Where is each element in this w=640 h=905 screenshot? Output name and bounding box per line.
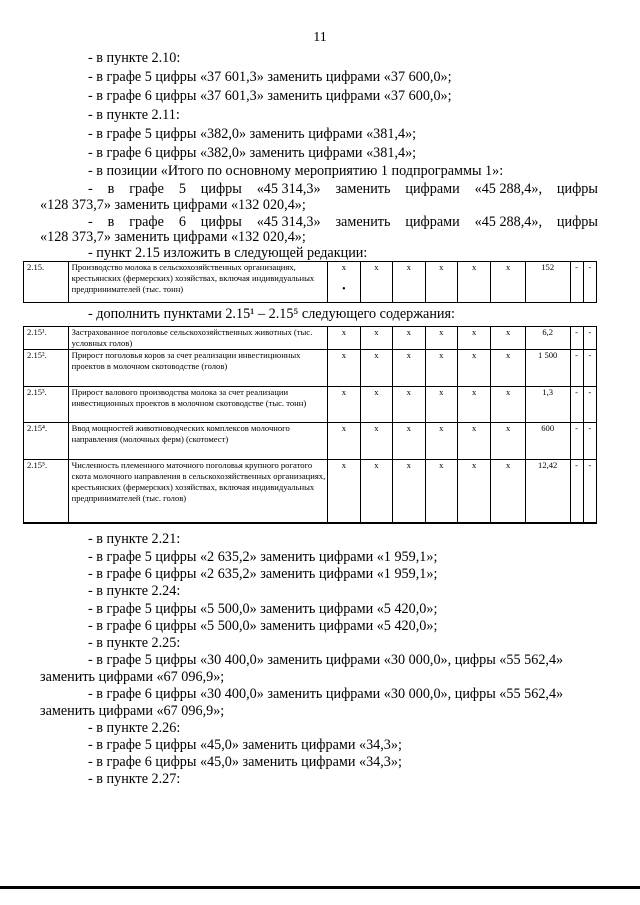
table-row bbox=[24, 387, 597, 423]
value-cell: x bbox=[328, 387, 360, 423]
word: «45 288,4», bbox=[474, 214, 542, 230]
text-line: «128 373,7» заменить цифрами «132 020,4»; bbox=[40, 229, 306, 245]
item-number: 2.15. bbox=[24, 262, 69, 303]
dash-cell: - bbox=[583, 262, 596, 303]
word: графе bbox=[129, 181, 164, 197]
value-cell: x bbox=[425, 350, 457, 387]
word: в bbox=[107, 181, 115, 197]
word: заменить bbox=[335, 181, 391, 197]
text-line: - в пункте 2.24: bbox=[88, 583, 181, 599]
text-line: - в позиции «Итого по основному мероприятию 1 подпрограммы 1»: bbox=[88, 163, 504, 179]
dash-cell: - bbox=[570, 423, 583, 460]
text-line: - в пункте 2.11: bbox=[88, 107, 180, 123]
text-line: - в графе 5 цифры «45,0» заменить цифрами «34,3»; bbox=[88, 737, 402, 753]
text-line: - пункт 2.15 изложить в следующей редакции: bbox=[88, 245, 368, 261]
dash-cell: - bbox=[583, 460, 596, 523]
target-value: 600 bbox=[525, 423, 570, 460]
value-cell: x bbox=[457, 262, 490, 303]
word: - bbox=[88, 181, 93, 197]
table-row bbox=[24, 423, 597, 460]
table-row bbox=[24, 262, 597, 303]
text-line: - в графе 5 цифры «5 500,0» заменить цифрами «5 420,0»; bbox=[88, 601, 438, 617]
value-cell: x bbox=[393, 262, 425, 303]
word: цифры bbox=[200, 214, 242, 230]
value-cell: x bbox=[328, 350, 360, 387]
item-description: Ввод мощностей животноводческих комплексов молочного направления (молочных ферм) (скотомест) bbox=[68, 423, 328, 460]
text-line: - в графе 5 цифры «382,0» заменить цифрами «381,4»; bbox=[88, 126, 417, 142]
table-row bbox=[24, 327, 597, 350]
text-line: - в графе 5 цифры «2 635,2» заменить цифрами «1 959,1»; bbox=[88, 549, 438, 565]
value-cell: x bbox=[491, 460, 525, 523]
value-cell: x bbox=[491, 262, 525, 303]
dash-cell: - bbox=[570, 460, 583, 523]
value-cell: x bbox=[425, 423, 457, 460]
dash-cell: - bbox=[570, 350, 583, 387]
item-description: Прирост поголовья коров за счет реализации инвестиционных проектов в молочном скотоводстве (голов) bbox=[68, 350, 328, 387]
word: цифрами bbox=[405, 214, 460, 230]
value-cell: x bbox=[328, 460, 360, 523]
value-cell: x bbox=[457, 350, 490, 387]
value-cell: x bbox=[491, 327, 525, 350]
text-line: заменить цифрами «67 096,9»; bbox=[40, 669, 225, 685]
value-cell: x bbox=[360, 423, 392, 460]
word: цифры bbox=[556, 214, 598, 230]
value-cell: x bbox=[425, 262, 457, 303]
value-cell: x bbox=[360, 350, 392, 387]
value-cell: x bbox=[457, 423, 490, 460]
value-cell: x bbox=[328, 327, 360, 350]
value-cell: x bbox=[393, 350, 425, 387]
word: цифры bbox=[556, 181, 598, 197]
value-cell: x bbox=[491, 387, 525, 423]
word: «45 314,3» bbox=[256, 181, 321, 197]
value-cell: x bbox=[360, 262, 392, 303]
text-line: - в графе 6 цифры «2 635,2» заменить цифрами «1 959,1»; bbox=[88, 566, 438, 582]
value-cell: x bbox=[457, 327, 490, 350]
text-line: «128 373,7» заменить цифрами «132 020,4»; bbox=[40, 197, 306, 213]
word: «45 288,4», bbox=[474, 181, 542, 197]
dash-cell: - bbox=[583, 350, 596, 387]
value-cell: x bbox=[425, 460, 457, 523]
text-line: - в графе 5 цифры «30 400,0» заменить цифрами «30 000,0», цифры «55 562,4» bbox=[88, 652, 564, 668]
dash-cell: - bbox=[570, 262, 583, 303]
value-cell: x bbox=[491, 350, 525, 387]
word: в bbox=[107, 214, 115, 230]
word: цифрами bbox=[405, 181, 460, 197]
text-line: заменить цифрами «67 096,9»; bbox=[40, 703, 225, 719]
value-cell: x bbox=[393, 460, 425, 523]
value-cell: x bbox=[360, 387, 392, 423]
value-cell: x bbox=[425, 327, 457, 350]
dash-cell: - bbox=[570, 387, 583, 423]
text-line: - в графе 6 цифры «30 400,0» заменить цифрами «30 000,0», цифры «55 562,4» bbox=[88, 686, 564, 702]
item-description: Производство молока в сельскохозяйственных организациях, крестьянских (фермерских) хозяйствах, включая индивидуальных предпринимателей (тыс. тонн) bbox=[68, 262, 328, 303]
justified-line bbox=[88, 181, 598, 198]
text-line: - в графе 6 цифры «45,0» заменить цифрами «34,3»; bbox=[88, 754, 402, 770]
text-line: - в пункте 2.21: bbox=[88, 531, 181, 547]
item-number: 2.15². bbox=[24, 350, 69, 387]
value-cell: x bbox=[457, 460, 490, 523]
value-cell bbox=[328, 262, 360, 303]
text-line: - в графе 6 цифры «37 601,3» заменить цифрами «37 600,0»; bbox=[88, 88, 452, 104]
target-value: 12,42 bbox=[525, 460, 570, 523]
item-number: 2.15⁴. bbox=[24, 423, 69, 460]
value-cell: x bbox=[457, 387, 490, 423]
table-items-2151-2155 bbox=[23, 326, 597, 524]
text-line: - в графе 6 цифры «5 500,0» заменить цифрами «5 420,0»; bbox=[88, 618, 438, 634]
word: 5 bbox=[178, 181, 186, 197]
value-cell: x bbox=[393, 387, 425, 423]
page-number: 11 bbox=[313, 30, 327, 45]
value-cell: x bbox=[393, 327, 425, 350]
table-row bbox=[24, 350, 597, 387]
item-number: 2.15⁵. bbox=[24, 460, 69, 523]
mark: x bbox=[341, 262, 347, 272]
text-line: - в пункте 2.25: bbox=[88, 635, 181, 651]
dash-cell: - bbox=[570, 327, 583, 350]
value-cell: x bbox=[491, 423, 525, 460]
value-cell: x bbox=[360, 327, 392, 350]
word: цифры bbox=[200, 181, 242, 197]
dash-cell: - bbox=[583, 327, 596, 350]
text-line: - в графе 5 цифры «37 601,3» заменить цифрами «37 600,0»; bbox=[88, 69, 452, 85]
item-number: 2.15¹. bbox=[24, 327, 69, 350]
table-item-215 bbox=[23, 261, 597, 303]
value-cell: x bbox=[393, 423, 425, 460]
item-description: Численность племенного маточного поголовья крупного рогатого скота молочного направления в сельскохозяйственных организациях, крестьянских (фермерских) хозяйствах, включая индивидуальных предпринимателей (тыс. голов) bbox=[68, 460, 328, 523]
word: заменить bbox=[335, 214, 391, 230]
text-line: - в пункте 2.26: bbox=[88, 720, 181, 736]
target-value: 6,2 bbox=[525, 327, 570, 350]
item-description: Застрахованное поголовье сельскохозяйственных животных (тыс. условных голов) bbox=[68, 327, 328, 350]
item-number: 2.15³. bbox=[24, 387, 69, 423]
dash-cell: - bbox=[583, 387, 596, 423]
word: - bbox=[88, 214, 93, 230]
text-line: - в пункте 2.10: bbox=[88, 50, 181, 66]
value-cell: x bbox=[328, 423, 360, 460]
value-cell: x bbox=[425, 387, 457, 423]
dot-mark: • bbox=[342, 284, 346, 295]
text-line: - в графе 6 цифры «382,0» заменить цифрами «381,4»; bbox=[88, 145, 417, 161]
word: «45 314,3» bbox=[256, 214, 321, 230]
target-value: 152 bbox=[525, 262, 570, 303]
word: 6 bbox=[178, 214, 186, 230]
target-value: 1,3 bbox=[525, 387, 570, 423]
item-description: Прирост валового производства молока за счет реализации инвестиционных проектов в молочном скотоводстве (тыс. тонн) bbox=[68, 387, 328, 423]
table-row bbox=[24, 460, 597, 523]
value-cell: x bbox=[360, 460, 392, 523]
text-line: - в пункте 2.27: bbox=[88, 771, 181, 787]
dash-cell: - bbox=[583, 423, 596, 460]
target-value: 1 500 bbox=[525, 350, 570, 387]
text-line: - дополнить пунктами 2.15¹ – 2.15⁵ следующего содержания: bbox=[88, 306, 455, 322]
page-bottom-rule bbox=[0, 886, 640, 889]
word: графе bbox=[129, 214, 164, 230]
